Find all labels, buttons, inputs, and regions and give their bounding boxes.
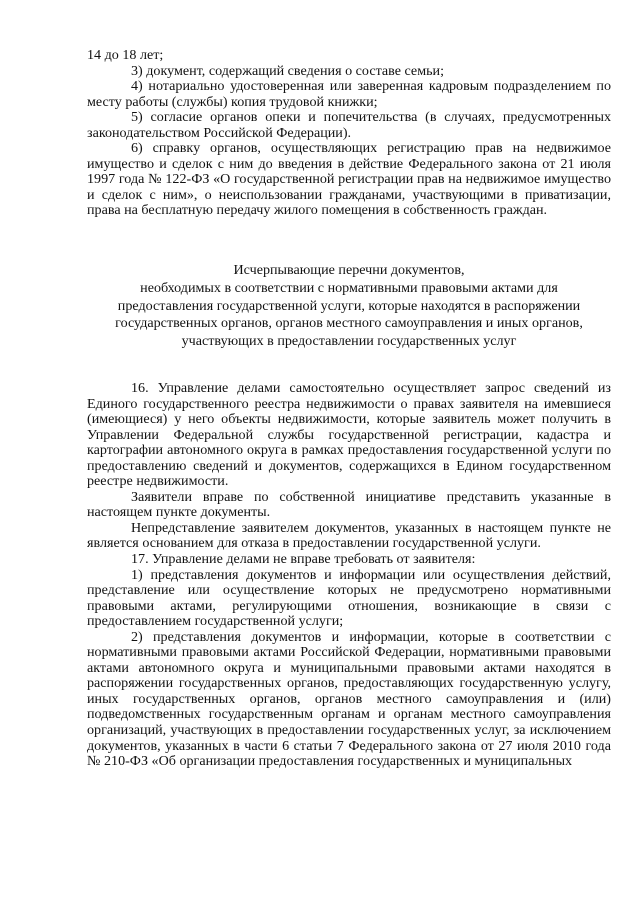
- section-heading: [87, 262, 611, 351]
- list-item-3: 3) документ, содержащий сведения о составе семьи;: [131, 62, 444, 79]
- continuation-line: 14 до 18 лет;: [87, 47, 164, 63]
- paragraph-16: 16. Управление делами самостоятельно осуществляет запрос сведений из Единого государственного реестра недвижимости о правах заявителя на имевшиеся (имеющиеся) у него объекты недвижимости, которые заявитель может получить в Управлении Федеральной службы государственной регистрации, кадастра и картографии автономного округа в рамках предоставления государственной услуги по предоставлению сведений и документов, содержащихся в Едином государственном реестре недвижимости.: [87, 380, 611, 490]
- heading-line: участвующих в предоставлении государственных услуг: [181, 333, 517, 350]
- paragraph-16-nonsubmission: Непредставление заявителем документов, указанных в настоящем пункте не является основанием для отказа в предоставлении государственной услуги.: [87, 519, 611, 552]
- list-item-4: 4) нотариально удостоверенная или заверенная кадровым подразделением по месту работы (службы) копия трудовой книжки;: [87, 78, 611, 110]
- paragraph-16-applicants: Заявители вправе по собственной инициативе представить указанные в настоящем пункте документы.: [87, 488, 611, 521]
- list-item-5: 5) согласие органов опеки и попечительства (в случаях, предусмотренных законодательством Российской Федерации).: [87, 109, 611, 141]
- list-items-block: [87, 48, 611, 219]
- paragraph-17-item-1: 1) представления документов и информации или осуществления действий, представление или осуществление которых не предусмотрено нормативными правовыми актами, регулирующими отношения, возникающие в связи с предоставлением государственной услуги;: [87, 566, 611, 630]
- paragraph-17-item-2: 2) представления документов и информации, которые в соответствии с нормативными правовыми актами Российской Федерации, нормативными правовыми актами автономного округа и муниципальными правовыми актами находятся в распоряжении государственных органов, предоставляющих государственную услугу, иных государственных органов, органов местного самоуправления и (или) подведомственных государственным органам и органам местного самоуправления организаций, участвующих в предоставлении государственных услуг, за исключением документов, указанных в части 6 статьи 7 Федерального закона от 27 июля 2010 года № 210-ФЗ «Об организации предоставления государственных и муниципальных: [87, 628, 611, 770]
- list-item-6: 6) справку органов, осуществляющих регистрацию прав на недвижимое имущество и сделок с ним до введения в действие Федерального закона от 21 июля 1997 года № 122-ФЗ «О государственной регистрации прав на недвижимое имущество и сделок с ним», о неиспользовании гражданами, участвующими в приватизации, права на бесплатную передачу жилого помещения в собственность граждан.: [87, 140, 611, 219]
- main-paragraphs-block: [87, 381, 611, 770]
- heading-line: необходимых в соответствии с нормативными правовыми актами для: [140, 279, 558, 296]
- heading-line: Исчерпывающие перечни документов,: [233, 262, 465, 278]
- paragraph-17: 17. Управление делами не вправе требовать от заявителя:: [131, 551, 476, 568]
- heading-line: государственных органов, органов местного самоуправления и иных органов,: [115, 315, 583, 332]
- heading-line: предоставления государственной услуги, которые находятся в распоряжении: [117, 297, 581, 314]
